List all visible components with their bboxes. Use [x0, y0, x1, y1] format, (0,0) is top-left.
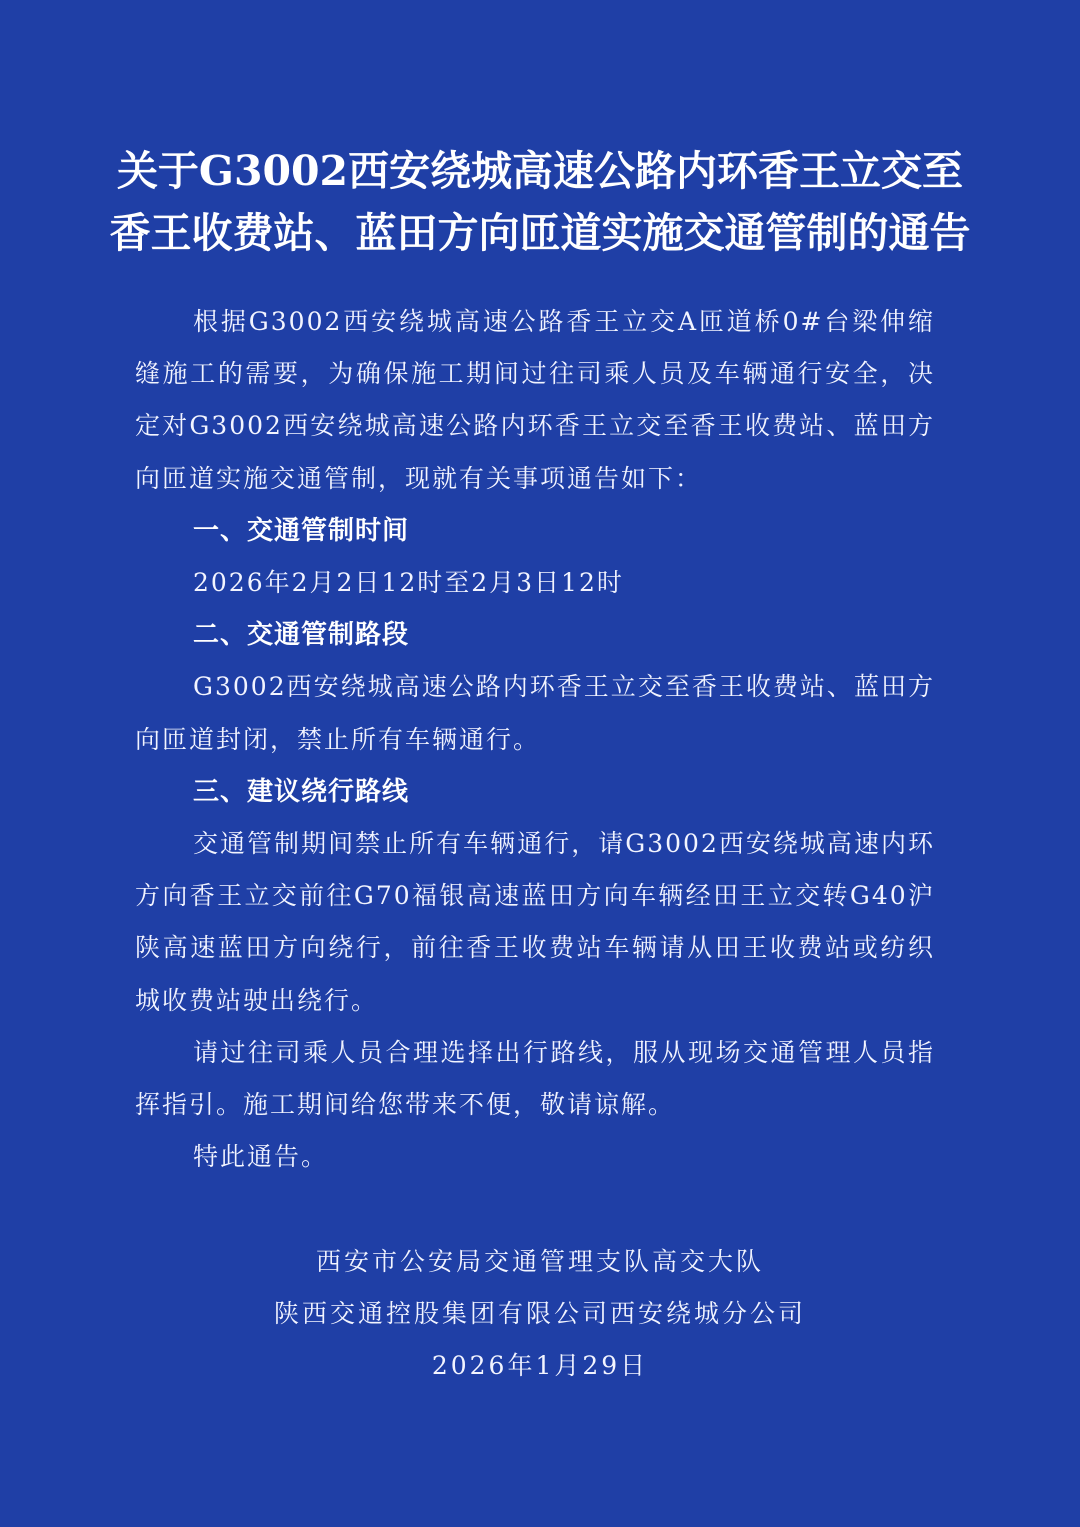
signatory-company: 陕西交通控股集团有限公司西安绕城分公司	[273, 1299, 806, 1328]
section-text-detour: 交通管制期间禁止所有车辆通行，请G3002西安绕城高速内环方向香王立交前往G70福银高速蓝田方向车辆经田王立交转G40沪陕高速蓝田方向绕行，前往香王收费站车辆请从田王收费站或纺织城收费站驶出绕行。	[135, 829, 935, 1015]
notice-title	[0, 140, 1080, 264]
section-text-time: 2026年2月2日12时至2月3日12时	[193, 568, 624, 598]
section-heading-time: 一、交通管制时间	[193, 515, 410, 546]
closing-paragraph: 请过往司乘人员合理选择出行路线，服从现场交通管理人员指挥指引。施工期间给您带来不便，敬请谅解。	[135, 1037, 935, 1120]
section-heading-detour: 三、建议绕行路线	[193, 776, 410, 807]
notice-date: 2026年1月29日	[431, 1351, 649, 1380]
signatory-police: 西安市公安局交通管理支队高交大队	[315, 1247, 764, 1276]
intro-paragraph: 根据G3002西安绕城高速公路香王立交A匝道桥0#台梁伸缩缝施工的需要，为确保施工期间过往司乘人员及车辆通行安全，决定对G3002西安绕城高速公路内环香王立交至香王收费站、蓝田方向匝道实施交通管制，现就有关事项通告如下：	[135, 307, 935, 493]
title-line-2: 香王收费站、蓝田方向匝道实施交通管制的通告	[109, 209, 971, 257]
title-line-1: 关于G3002西安绕城高速公路内环香王立交至	[116, 147, 964, 195]
notice-end: 特此通告。	[193, 1142, 329, 1172]
section-heading-road: 二、交通管制路段	[193, 620, 410, 651]
notice-body	[135, 296, 935, 1183]
signature-block	[0, 1236, 1080, 1392]
section-text-road: G3002西安绕城高速公路内环香王立交至香王收费站、蓝田方向匝道封闭，禁止所有车辆通行。	[135, 672, 935, 754]
